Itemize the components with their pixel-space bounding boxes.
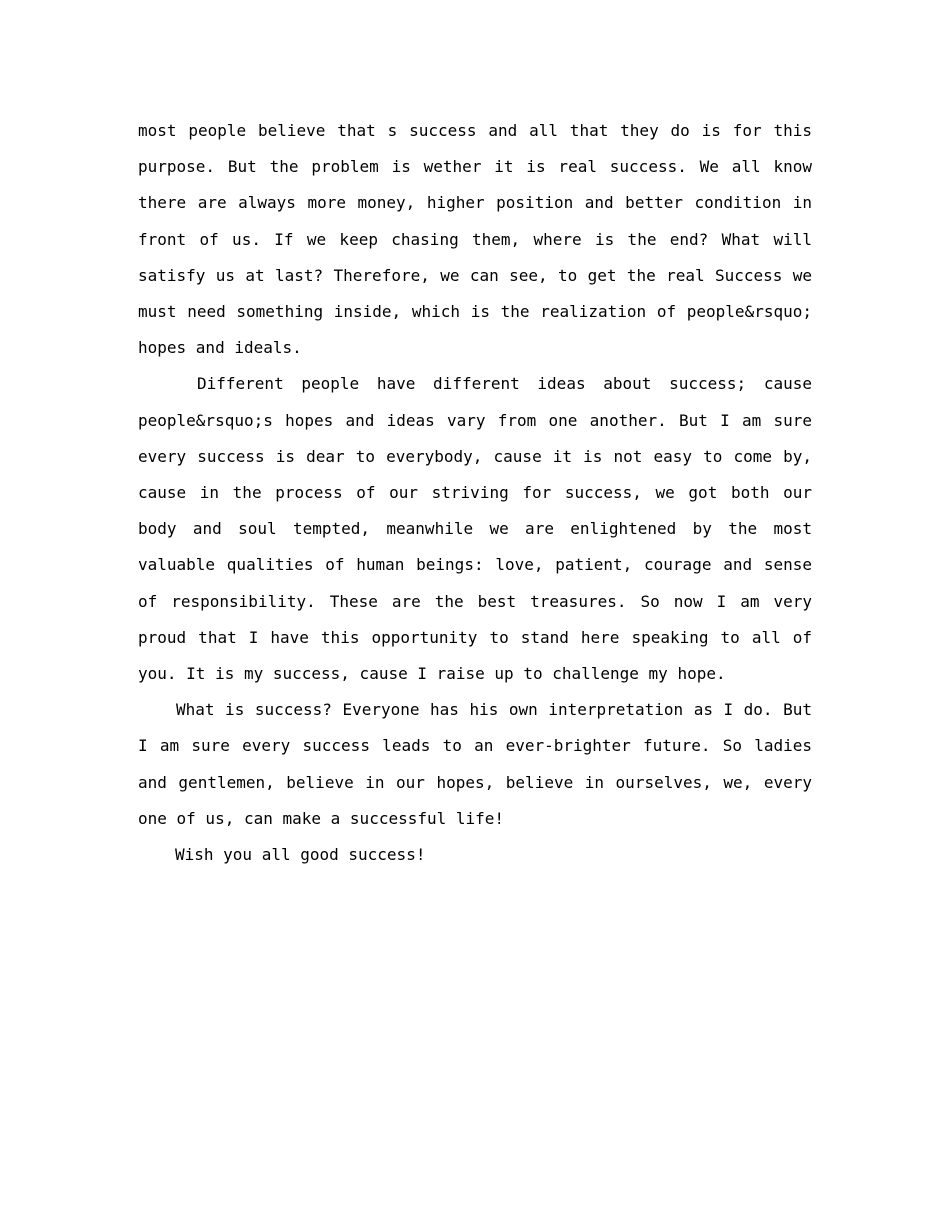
document-body — [138, 113, 812, 873]
paragraph-1: most people believe that s success and all that they do is for this purpose. But the problem is wether it is real success. We all know there are always more money, higher position and better condition in front of us. If we keep chasing them, where is the end? What will satisfy us at last? Therefore, we can see, to get the real Success we must need something inside, which is the realization of people&rsquo; hopes and ideals. — [138, 121, 812, 358]
paragraph-4: Wish you all good success! — [175, 845, 426, 865]
paragraph-3: What is success? Everyone has his own interpretation as I do. But I am sure every success leads to an ever-brighter future. So ladies and gentlemen, believe in our hopes, believe in ourselves, we, every one of us, can make a successful life! — [138, 700, 812, 828]
paragraph-2: Different people have different ideas about success; cause people&rsquo;s hopes and ideas vary from one another. But I am sure every success is dear to everybody, cause it is not easy to come by, cause in the process of our striving for success, we got both our body and soul tempted, meanwhile we are enlightened by the most valuable qualities of human beings: love, patient, courage and sense of responsibility. These are the best treasures. So now I am very proud that I have this opportunity to stand here speaking to all of you. It is my success, cause I raise up to challenge my hope. — [138, 374, 812, 684]
